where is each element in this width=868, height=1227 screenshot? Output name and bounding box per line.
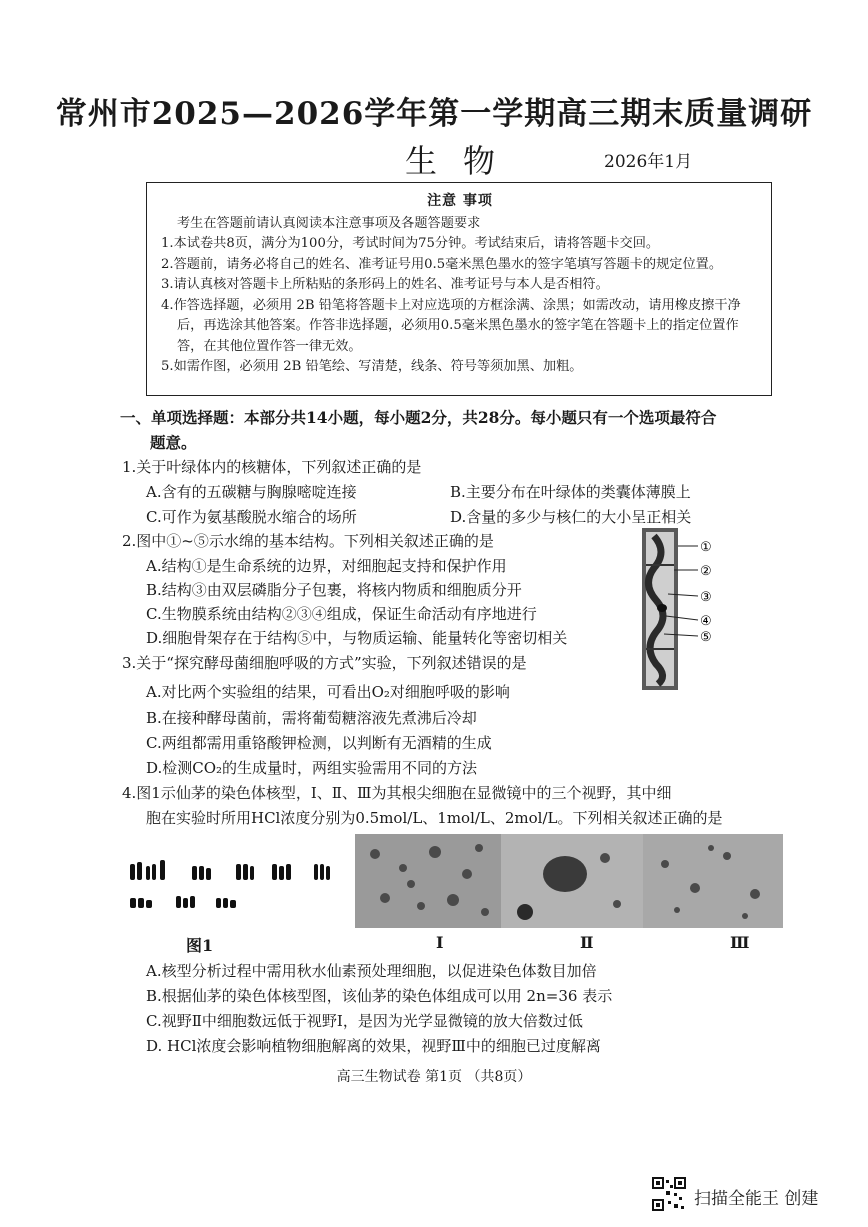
field-ii-label: Ⅱ bbox=[580, 933, 594, 952]
notice-item-4: 4.作答选择题，必须用 2B 铅笔将答题卡上对应选项的方框涂满、涂黑；如需改动，请用橡皮擦干净后，再选涂其他答案。作答非选择题，必须用0.5毫米黑色墨水的签字笔在答题卡上的指定位置作答，在其他位置作答一律无效。 bbox=[161, 297, 741, 354]
q3-option-c: C.两组都需用重铬酸钾检测，以判断有无酒精的生成 bbox=[146, 734, 492, 752]
q3-option-d: D.检测CO₂的生成量时，两组实验需用不同的方法 bbox=[146, 759, 478, 777]
karyotype-figure bbox=[126, 858, 346, 918]
q3-stem: 3.关于“探究酵母菌细胞呼吸的方式”实验，下列叙述错误的是 bbox=[122, 654, 527, 672]
q4-option-b: B.根据仙茅的染色体核型图，该仙茅的染色体组成可以用 2n=36 表示 bbox=[146, 987, 613, 1005]
qr-code-icon bbox=[652, 1177, 686, 1211]
nucleus bbox=[657, 604, 667, 612]
notice-item-3: 3.请认真核对答题卡上所粘贴的条形码上的姓名、准考证号与本人是否相符。 bbox=[161, 277, 609, 292]
notice-item-5: 5.如需作图，必须用 2B 铅笔绘、写清楚，线条、符号等须加黑、加粗。 bbox=[161, 359, 583, 374]
label-2: ② bbox=[700, 564, 712, 579]
cell-septum bbox=[646, 648, 674, 650]
microscope-fields bbox=[355, 834, 783, 928]
subject-title: 生物 bbox=[405, 142, 522, 180]
q4-option-c: C.视野Ⅱ中细胞数远低于视野Ⅰ，是因为光学显微镜的放大倍数过低 bbox=[146, 1012, 583, 1030]
notice-item-2: 2.答题前，请务必将自己的姓名、准考证号用0.5毫米黑色墨水的签字笔填写答题卡的规定位置。 bbox=[161, 256, 723, 272]
label-1: ① bbox=[700, 540, 712, 555]
figure1-label: 图1 bbox=[186, 936, 214, 955]
q2-option-d: D.细胞骨架存在于结构⑤中，与物质运输、能量转化等密切相关 bbox=[146, 629, 568, 647]
q1-option-d: D.含量的多少与核仁的大小呈正相关 bbox=[450, 508, 692, 526]
field-i-label: Ⅰ bbox=[436, 933, 444, 952]
q4-option-a: A.核型分析过程中需用秋水仙素预处理细胞，以促进染色体数目加倍 bbox=[146, 962, 597, 980]
q2-option-c: C.生物膜系统由结构②③④组成，保证生命活动有序地进行 bbox=[146, 605, 537, 623]
q4-option-d: D. HCl浓度会影响植物细胞解离的效果，视野Ⅲ中的细胞已过度解离 bbox=[146, 1037, 601, 1055]
exam-date: 2026年1月 bbox=[604, 152, 693, 172]
q1-option-b: B.主要分布在叶绿体的类囊体薄膜上 bbox=[450, 483, 691, 501]
notice-intro: 考生在答题前请认真阅读本注意事项及各题答题要求 bbox=[177, 215, 481, 231]
scanner-watermark: 扫描全能王 创建 bbox=[694, 1189, 819, 1209]
q1-option-c: C.可作为氨基酸脱水缩合的场所 bbox=[146, 508, 357, 526]
page-footer: 高三生物试卷 第1页 （共8页） bbox=[336, 1069, 532, 1085]
q1-stem: 1.关于叶绿体内的核糖体，下列叙述正确的是 bbox=[122, 458, 422, 476]
q3-option-b: B.在接种酵母菌前，需将葡萄糖溶液先煮沸后冷却 bbox=[146, 709, 477, 727]
notice-item-1: 1.本试卷共8页，满分为100分，考试时间为75分钟。考试结束后，请将答题卡交回。 bbox=[161, 236, 660, 251]
q4-stem-cont: 胞在实验时所用HCl浓度分别为0.5mol/L、1mol/L、2mol/L。下列相关叙述正确的是 bbox=[146, 809, 723, 827]
section-heading-cont: 题意。 bbox=[150, 433, 197, 452]
cell-septum bbox=[646, 564, 674, 566]
q2-option-b: B.结构③由双层磷脂分子包裹，将核内物质和细胞质分开 bbox=[146, 581, 522, 599]
notice-box bbox=[146, 182, 772, 396]
field-iii-label: Ⅲ bbox=[730, 933, 750, 952]
section-heading: 一、单项选择题：本部分共14小题，每小题2分，共28分。每小题只有一个选项最符合 bbox=[120, 408, 717, 427]
q2-stem: 2.图中①~⑤示水绵的基本结构。下列相关叙述正确的是 bbox=[122, 532, 494, 550]
label-5: ⑤ bbox=[700, 630, 712, 645]
exam-title: 常州市2025—2026学年第一学期高三期末质量调研 bbox=[55, 96, 813, 132]
q1-option-a: A.含有的五碳糖与胸腺嘧啶连接 bbox=[146, 483, 357, 501]
q4-stem: 4.图1示仙茅的染色体核型，Ⅰ、Ⅱ、Ⅲ为其根尖细胞在显微镜中的三个视野，其中细 bbox=[122, 784, 672, 802]
label-3: ③ bbox=[700, 590, 712, 605]
notice-heading: 注意 事项 bbox=[427, 193, 493, 209]
label-4: ④ bbox=[700, 614, 712, 629]
q2-option-a: A.结构①是生命系统的边界，对细胞起支持和保护作用 bbox=[146, 557, 507, 575]
spirogyra-figure bbox=[634, 524, 714, 694]
q3-option-a: A.对比两个实验组的结果，可看出O₂对细胞呼吸的影响 bbox=[146, 683, 510, 701]
